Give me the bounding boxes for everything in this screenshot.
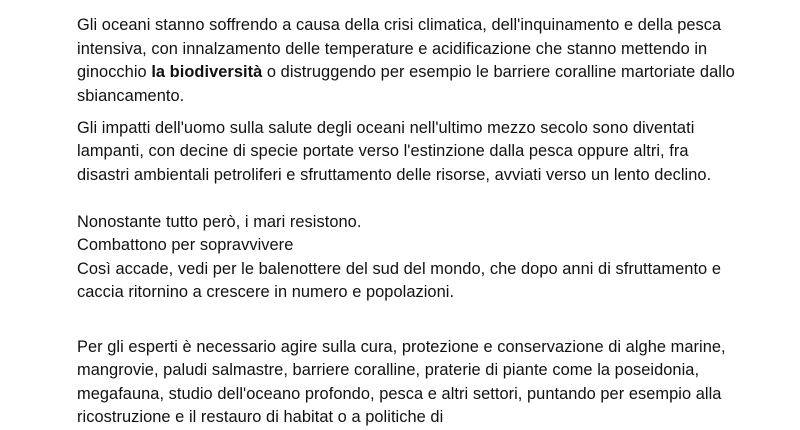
paragraph-human-impact: Gli impatti dell'uomo sulla salute degli oceani nell'ultimo mezzo secolo sono diventati lampanti, con decine di specie portate verso l'estinzione dalla pesca oppure altri, fra disastri ambientali petroliferi e sfruttamento delle risorse, avviati verso un lento declino.: [77, 118, 712, 184]
paragraph-seas-resist: [77, 211, 737, 305]
paragraph-text: o distruggendo per esempio le barriere coralline martoriate dallo sbiancamento.: [77, 63, 735, 105]
paragraph-ocean-crisis: [77, 14, 737, 108]
bold-biodiversity: la biodiversità: [151, 63, 263, 81]
paragraph-experts: Per gli esperti è necessario agire sulla cura, protezione e conservazione di alghe marine, mangrovie, paludi salmastre, barriere coralline, praterie di piante come la poseidonia, megafauna, studio dell'oceano profondo, pesca e altri settori, puntando per esempio alla ricostruzione e il restauro di habitat o a politiche di: [77, 337, 726, 426]
text-line: Nonostante tutto però, i mari resistono.: [77, 212, 362, 231]
spacer: [77, 305, 737, 336]
paragraph-text: Gli oceani stanno soffrendo a causa della crisi climatica, dell'inquinamento e della pesca intensiva, con innalzamento delle temperature e acidificazione che stanno mettendo in ginocchio: [77, 16, 722, 81]
text-line: Combattono per sopravvivere: [77, 236, 294, 254]
spacer: [77, 187, 737, 211]
text-line: Così accade, vedi per le balenottere del sud del mondo, che dopo anni di sfruttamento e caccia ritornino a crescere in numero e popolazioni.: [77, 259, 721, 301]
article-body: [77, 14, 737, 430]
